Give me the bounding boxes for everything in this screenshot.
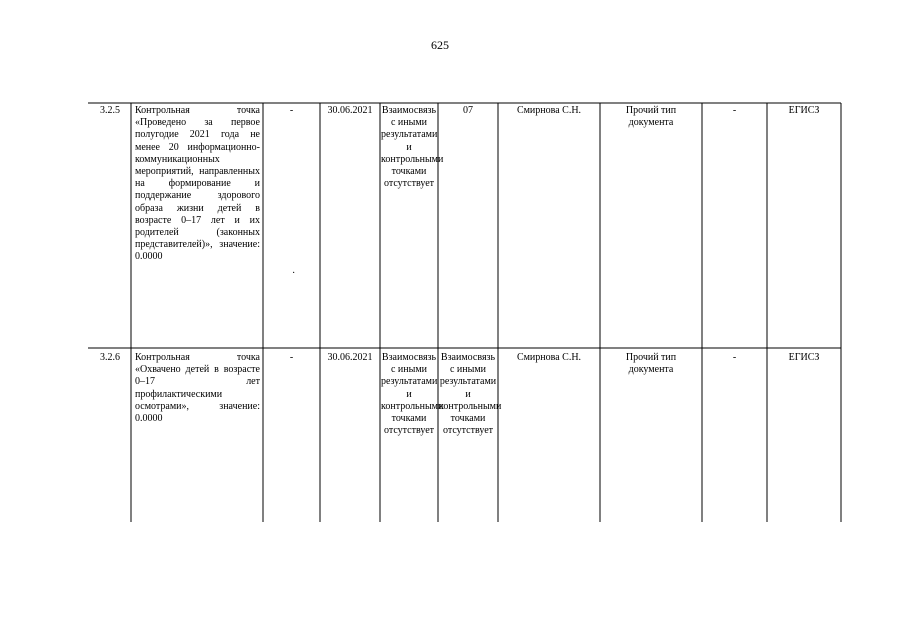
doc-type-cell: Прочий тип документа	[625, 352, 677, 376]
dash-cell: -	[732, 105, 737, 116]
scan-dot: ·	[292, 268, 296, 279]
relation-cell: Взаимосвязь с иными результатами и контрольными точками отсутствует	[381, 352, 444, 437]
row-number: 3.2.6	[100, 352, 120, 363]
dash-cell: -	[289, 352, 294, 363]
system-cell: ЕГИСЗ	[788, 105, 820, 116]
doc-type-cell: Прочий тип документа	[625, 105, 677, 129]
responsible-cell: Смирнова С.Н.	[516, 352, 582, 363]
row-number: 3.2.5	[100, 105, 120, 116]
relation-cell: Взаимосвязь с иными результатами и контрольными точками отсутствует	[381, 105, 444, 190]
date-cell: 30.06.2021	[327, 105, 373, 116]
row-description: Контрольная точка «Охвачено детей в возрасте 0–17 лет профилактическими осмотрами», значение: 0.0000	[135, 352, 260, 425]
row-description: Контрольная точка «Проведено за первое полугодие 2021 года не менее 20 информационно-коммуникационных мероприятий, направленных на формирование и поддержание здорового образа жизни детей в возрасте 0–17 лет и их родителей (законных представителей)», значение: 0.0000	[135, 105, 260, 263]
code-cell: 07	[463, 105, 473, 116]
page-number: 625	[431, 38, 449, 52]
relation-cell-2: Взаимосвязь с иными результатами и контрольными точками отсутствует	[439, 352, 502, 437]
dash-cell: -	[289, 105, 294, 116]
dash-cell: -	[732, 352, 737, 363]
system-cell: ЕГИСЗ	[788, 352, 820, 363]
responsible-cell: Смирнова С.Н.	[516, 105, 582, 116]
date-cell: 30.06.2021	[327, 352, 373, 363]
